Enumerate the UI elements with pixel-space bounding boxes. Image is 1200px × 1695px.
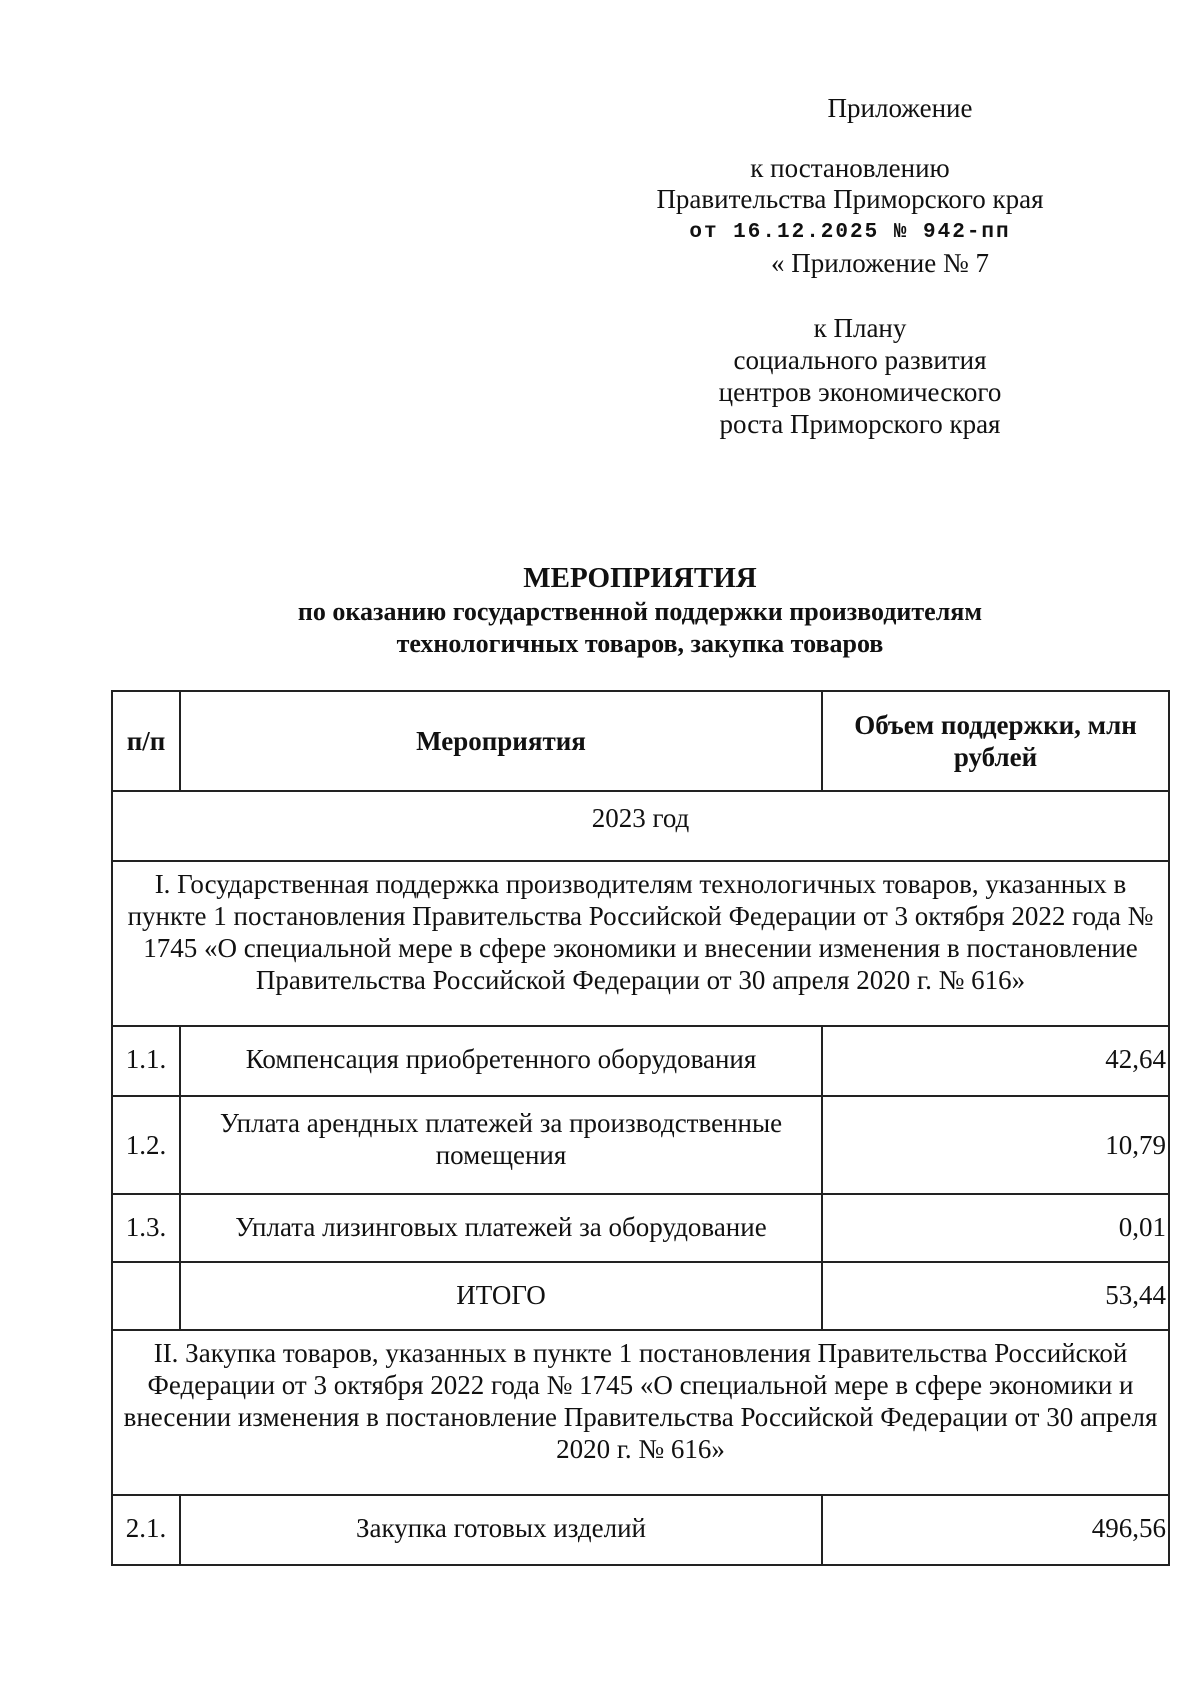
table-row bbox=[112, 1026, 1169, 1096]
measures-table bbox=[111, 690, 1170, 1566]
to-plan-label: к Плану bbox=[813, 313, 907, 343]
plan-line-2: центров экономического bbox=[718, 377, 1002, 407]
plan-line-1: социального развития bbox=[733, 345, 987, 375]
appendix7-label: « Приложение № 7 bbox=[771, 248, 989, 278]
title-line-3: технологичных товаров, закупка товаров bbox=[396, 629, 884, 658]
row-value: 42,64 bbox=[822, 1026, 1169, 1096]
table-header-row bbox=[112, 691, 1169, 791]
to-resolution-label: к постановлению bbox=[750, 153, 950, 183]
title-line-2: по оказанию государственной поддержки производителям bbox=[297, 597, 983, 626]
row-value: 10,79 bbox=[822, 1096, 1169, 1194]
appendix-label: Приложение bbox=[827, 93, 973, 123]
year-row bbox=[112, 791, 1169, 861]
total-value: 53,44 bbox=[822, 1262, 1169, 1330]
row-name: Уплата лизинговых платежей за оборудование bbox=[180, 1194, 822, 1262]
section-2-row bbox=[112, 1330, 1169, 1495]
header-volume: Объем поддержки, млн рублей bbox=[822, 691, 1169, 791]
total-row bbox=[112, 1262, 1169, 1330]
total-label: ИТОГО bbox=[180, 1262, 822, 1330]
section-1-heading: I. Государственная поддержка производителям технологичных товаров, указанных в пункте 1 постановления Правительства Российской Федерации от 3 октября 2022 года № 1745 «О специальной мере в сфере экономики и внесении изменения в постановление Правительства Российской Федерации от 30 апреля 2020 г. № 616» bbox=[112, 861, 1169, 1026]
title-main: МЕРОПРИЯТИЯ bbox=[523, 562, 757, 594]
section-2-heading: II. Закупка товаров, указанных в пункте 1 постановления Правительства Российской Федерации от 3 октября 2022 года № 1745 «О специальной мере в сфере экономики и внесении изменения в постановление Правительства Российской Федерации от 30 апреля 2020 г. № 616» bbox=[112, 1330, 1169, 1495]
header-name: Мероприятия bbox=[180, 691, 822, 791]
total-num-empty bbox=[112, 1262, 180, 1330]
table-row bbox=[112, 1096, 1169, 1194]
plan-line-3: роста Приморского края bbox=[719, 409, 1001, 439]
row-num: 1.3. bbox=[112, 1194, 180, 1262]
government-label: Правительства Приморского края bbox=[656, 184, 1044, 214]
section-1-row bbox=[112, 861, 1169, 1026]
row-num: 1.1. bbox=[112, 1026, 180, 1096]
row-name: Закупка готовых изделий bbox=[180, 1495, 822, 1565]
row-value: 496,56 bbox=[822, 1495, 1169, 1565]
row-num: 1.2. bbox=[112, 1096, 180, 1194]
document-title bbox=[110, 560, 1170, 660]
row-num: 2.1. bbox=[112, 1495, 180, 1565]
year-cell: 2023 год bbox=[112, 791, 1169, 861]
row-name: Уплата арендных платежей за производственные помещения bbox=[180, 1096, 822, 1194]
row-value: 0,01 bbox=[822, 1194, 1169, 1262]
resolution-date-number: от 16.12.2025 № 942-пп bbox=[689, 221, 1011, 244]
row-name: Компенсация приобретенного оборудования bbox=[180, 1026, 822, 1096]
header-num: п/п bbox=[112, 691, 180, 791]
table-row bbox=[112, 1495, 1169, 1565]
table-row bbox=[112, 1194, 1169, 1262]
